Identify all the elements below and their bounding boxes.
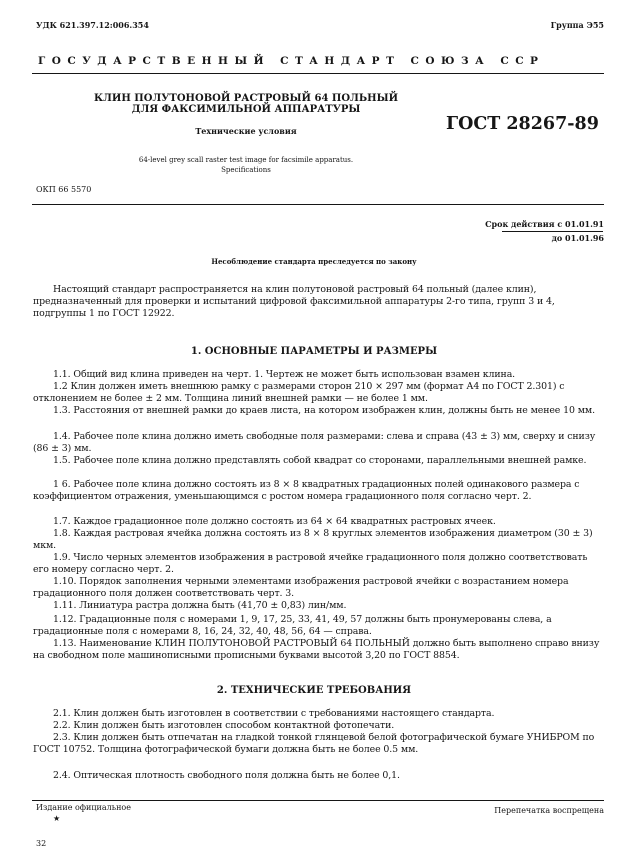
- clause-1-2: 1.2 Клин должен иметь внешнюю рамку с размерами сторон 210 × 297 мм (формат А4 по ГОСТ 2.301) с отклонением не более ± 2 мм. Толщина линий внешней рамки — не более 1 мм.: [33, 381, 565, 404]
- page-number: 32: [36, 839, 47, 848]
- issuing-organization: ГОСУДАРСТВЕННЫЙ СТАНДАРТ СОЮЗА ССР: [38, 55, 545, 67]
- clause-1-9: 1.9. Число черных элементов изображения в растровой ячейке градационного поля должно соответствовать его номеру согласно черт. 2.: [33, 552, 588, 575]
- clause-1-5: 1.5. Рабочее поле клина должно представлять собой квадрат со сторонами, параллельными внешней рамке.: [53, 455, 587, 466]
- title-line-2: ДЛЯ ФАКСИМИЛЬНОЙ АППАРАТУРЫ: [131, 104, 361, 115]
- section-2-heading: 2. ТЕХНИЧЕСКИЕ ТРЕБОВАНИЯ: [216, 685, 412, 696]
- document-title: [76, 93, 416, 115]
- english-title-line-2: Specifications: [221, 166, 271, 174]
- clause-1-7: 1.7. Каждое градационное поле должно состоять из 64 × 64 квадратных растровых ячеек.: [53, 516, 496, 527]
- validity-to: до 01.01.96: [551, 233, 604, 243]
- group-code: Группа Э55: [550, 20, 604, 30]
- clause-1-11: 1.11. Линиатура растра должна быть (41,70 ± 0,83) лин/мм.: [53, 600, 347, 611]
- clause-1-4: 1.4. Рабочее поле клина должно иметь свободные поля размерами: слева и справа (43 ± 3) мм, сверху и снизу (86 ± 3) мм.: [33, 431, 596, 454]
- clause-1-8: 1.8. Каждая растровая ячейка должна состоять из 8 × 8 круглых элементов изображения диаметром (30 ± 3) мкм.: [33, 528, 593, 551]
- udk-code: УДК 621.397.12:006.354: [36, 20, 149, 30]
- star-mark: ★: [53, 814, 61, 823]
- clause-2-2: 2.2. Клин должен быть изготовлен способом контактной фотопечати.: [53, 720, 395, 731]
- validity-divider: [502, 231, 603, 232]
- section-1-heading: 1. ОСНОВНЫЕ ПАРАМЕТРЫ И РАЗМЕРЫ: [190, 346, 438, 357]
- clause-2-3: 2.3. Клин должен быть отпечатан на гладкой тонкой глянцевой белой фотографической бумаге УНИБРОМ по ГОСТ 10752. Толщина фотографической бумаги должна быть не более 0.5 мм.: [33, 732, 595, 755]
- gost-number: ГОСТ 28267-89: [446, 114, 599, 134]
- clause-1-12: 1.12. Градационные поля с номерами 1, 9, 17, 25, 33, 41, 49, 57 должны быть пронумерованы слева, а градационные поля с номерами 8, 16, 24, 32, 40, 48, 56, 64 — справа.: [33, 614, 552, 637]
- document-subtitle: Технические условия: [195, 126, 297, 136]
- validity-from: Срок действия с 01.01.91: [485, 219, 604, 229]
- clause-1-1: 1.1. Общий вид клина приведен на черт. 1. Чертеж не может быть использован взамен клина.: [53, 369, 516, 380]
- clause-1-13: 1.13. Наименование КЛИН ПОЛУТОНОВОЙ РАСТРОВЫЙ 64 ПОЛЬНЫЙ должно быть выполнено справо внизу на свободном поле машинописными прописными буквами высотой 3,20 по ГОСТ 8854.: [33, 638, 600, 661]
- clause-1-10: 1.10. Порядок заполнения черными элементами изображения растровой ячейки с возрастанием номера градационного поля должен соответствовать черт. 3.: [33, 576, 569, 599]
- official-edition: Издание официальное: [36, 803, 131, 812]
- clause-2-1: 2.1. Клин должен быть изготовлен в соответствии с требованиями настоящего стандарта.: [53, 708, 495, 719]
- legal-notice: Несоблюдение стандарта преследуется по закону: [211, 257, 417, 266]
- title-divider: [32, 204, 604, 205]
- footer-divider: [32, 800, 604, 801]
- intro-paragraph: Настоящий стандарт распространяется на клин полутоновой растровый 64 польный (далее клин), предназначенный для проверки и испытаний цифровой факсимильной аппаратуры 2-го типа, групп 3 и 4, подгруппы 1 по ГОСТ 12922.: [33, 284, 555, 319]
- reprint-prohibited: Перепечатка воспрещена: [494, 806, 604, 815]
- english-title: [76, 155, 416, 175]
- okp-code: ОКП 66 5570: [36, 185, 92, 194]
- title-line-1: КЛИН ПОЛУТОНОВОЙ РАСТРОВЫЙ 64 ПОЛЬНЫЙ: [93, 93, 399, 104]
- clause-2-4: 2.4. Оптическая плотность свободного поля должна быть не более 0,1.: [53, 770, 400, 781]
- clause-1-3: 1.3. Расстояния от внешней рамки до краев листа, на котором изображен клин, должны быть не менее 10 мм.: [53, 405, 596, 416]
- clause-1-6: 1 6. Рабочее поле клина должно состоять из 8 × 8 квадратных градационных полей одинакового размера с коэффициентом отражения, уменьшающимся с ростом номера градационного поля согласно черт. 2.: [33, 479, 580, 502]
- english-title-line-1: 64-level grey scall raster test image for facsimile apparatus.: [138, 156, 354, 164]
- header-divider: [32, 73, 604, 74]
